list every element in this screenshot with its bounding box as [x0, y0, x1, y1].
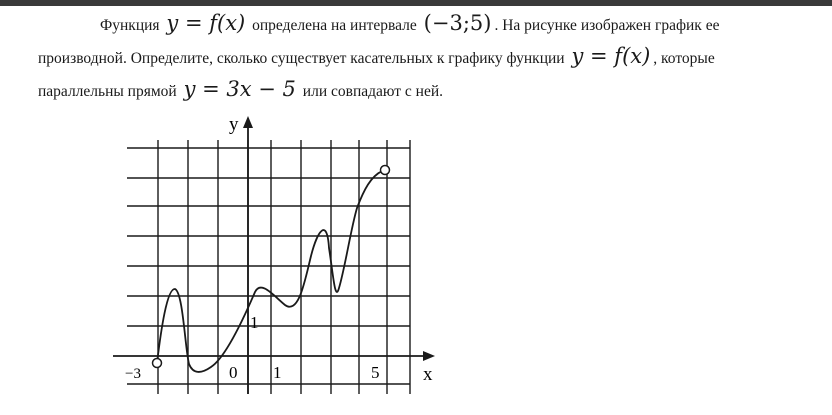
origin-label: 0: [229, 363, 238, 382]
window-top-bar: [0, 0, 832, 6]
derivative-graph: [105, 108, 445, 408]
formula-line: y = 3x − 5: [183, 77, 296, 101]
x-axis-arrow: [423, 351, 435, 361]
x-tick-minus3-label: −3: [125, 366, 141, 382]
derivative-graph-figure: [105, 108, 445, 413]
text-segment: параллельны прямой: [38, 83, 177, 100]
problem-line-3: [38, 74, 818, 107]
text-segment: определена на интервале: [252, 17, 417, 34]
open-endpoint-left: [153, 359, 162, 368]
text-segment: производной. Определите, сколько существует касательных к графику функции: [38, 50, 565, 67]
text-segment: . На рисунке изображен график ее: [494, 17, 720, 34]
text-segment: Функция: [100, 17, 160, 34]
problem-statement: [38, 8, 818, 107]
formula-interval: (−3;5): [423, 11, 492, 35]
x-axis-label: x: [423, 364, 433, 385]
y-axis-arrow: [243, 116, 253, 128]
y-tick-1-label: 1: [250, 313, 259, 332]
y-axis-label: y: [229, 114, 239, 135]
text-segment: , которые: [653, 50, 715, 67]
problem-line-1: [38, 8, 818, 41]
problem-line-2: [38, 41, 818, 74]
x-tick-1-label: 1: [273, 363, 282, 382]
formula-function: y = f(x): [571, 44, 651, 68]
x-tick-5-label: 5: [371, 363, 380, 382]
text-segment: или совпадают с ней.: [302, 83, 444, 100]
open-endpoint-right: [381, 166, 390, 175]
formula-function: y = f(x): [166, 11, 246, 35]
